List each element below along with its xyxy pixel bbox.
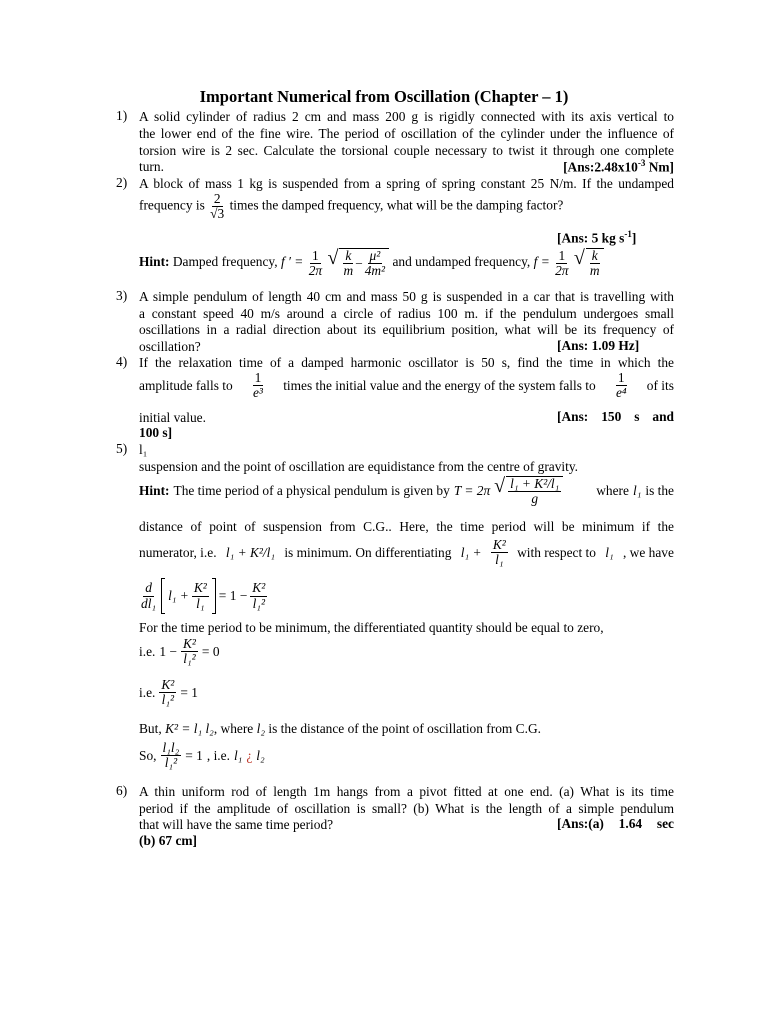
- time-period-root: √ $\frac{\text{l₁ + K²/l₁}}{g}$: [494, 476, 563, 506]
- q6-answer-line-2: (b) 67 cm]: [139, 833, 198, 848]
- question-number-6: 6): [116, 783, 128, 798]
- q1-line-2: the lower end of the fine wire. The period of oscillation of the cylinder under the influence of: [139, 126, 674, 141]
- question-number-3: 3): [116, 288, 128, 303]
- q5-eq-zero: i.e. 1 − $\frac{\text{K²}}{\text{l₁²}}$ = 0: [139, 636, 220, 667]
- q4-line-3: initial value.: [139, 410, 206, 425]
- q6-line-3: that will have the same time period?: [139, 817, 334, 832]
- q5-line-1: l₁: [139, 442, 148, 457]
- q2-hint: Hint: Damped frequency, f ′ = $\frac{1}{2\pi}$ √ $\frac{k}{m}$ − $\frac{\text{μ²}}{\text{4m²}}$ and undamped frequency, f = $\frac{1}{2\pi}$ √ $\frac{k}{m}$: [139, 248, 604, 278]
- q5-so-line: So, $\frac{\text{l₁l₂}}{\text{l₁²}}$ = 1 , i.e. l₁ ¿ l₂: [139, 740, 265, 771]
- q4-line-1: If the relaxation time of a damped harmonic oscillator is 50 s, find the time in which the: [139, 355, 674, 370]
- q3-line-1: A simple pendulum of length 40 cm and mass 50 g is suspended in a car that is travelling with: [139, 289, 674, 304]
- q2-line-1: A block of mass 1 kg is suspended from a spring of spring constant 25 N/m. If the undamped: [139, 176, 674, 191]
- amplitude-fraction: $\frac{1}{\text{e³}}$: [252, 370, 263, 401]
- q6-line-1: A thin uniform rod of length 1m hangs from a pivot fitted at one end. (a) What is its time: [139, 784, 674, 799]
- question-number-5: 5): [116, 441, 128, 456]
- q4-line-2: amplitude falls to $\frac{1}{\text{e³}}$ times the initial value and the energy of the system falls to $\frac{1}{\text{e⁴}}$ of its: [139, 370, 674, 401]
- q4-answer-line-1: [Ans: 150 s and: [557, 409, 674, 424]
- energy-fraction: $\frac{1}{\text{e⁴}}$: [615, 370, 627, 401]
- q3-line-4: oscillation?: [139, 339, 201, 354]
- q2-fraction: $\frac{2}{√3}$: [210, 191, 225, 222]
- undamped-frequency-root: √ $\frac{k}{m}$: [574, 248, 604, 278]
- q1-line-3: torsion wire is 2 sec. Calculate the torsional couple necessary to twist it through one complete: [139, 143, 674, 158]
- damped-frequency-root: √ $\frac{k}{m}$ − $\frac{\text{μ²}}{\text{4m²}}$: [327, 248, 389, 278]
- q2-answer: [Ans: 5 kg $s^{-1}$]: [557, 229, 637, 246]
- q6-answer-line-1: [Ans:(a) 1.64 sec: [557, 816, 674, 831]
- q3-line-3: oscillations in a radial direction about its equilibrium position, what will be its frequency of: [139, 322, 674, 337]
- q6-line-2: period if the amplitude of oscillation is small? (b) What is the length of a simple pendulum: [139, 801, 674, 816]
- page-title: Important Numerical from Oscillation (Chapter – 1): [199, 87, 569, 106]
- q1-answer: [$Ans:2.48x10^{-3}$ Nm]: [563, 158, 674, 175]
- q1-line-1: A solid cylinder of radius 2 cm and mass 200 g is rigidly connected with its axis vertical to: [139, 109, 674, 124]
- q5-line-5: numerator, i.e. l₁ + K²/l₁ is minimum. On differentiating l₁ + $\frac{\text{K²}}{\text{l₁}}$ with respect to l₁ , we have: [139, 537, 674, 568]
- q5-hint: Hint: The time period of a physical pendulum is given by T = 2π √ $\frac{\text{l₁ + K²/l₁}}{g}$ where l₁ is the: [139, 475, 674, 507]
- q4-answer-line-2: 100 s]: [139, 425, 173, 440]
- q5-line-2: suspension and the point of oscillation are equidistance from the centre of gravity.: [139, 459, 579, 474]
- k-over-l1-fraction: $\frac{\text{K²}}{\text{l₁}}$: [492, 537, 506, 568]
- q3-answer: [Ans: 1.09 Hz]: [557, 338, 640, 353]
- damped-frequency-fraction: $\frac{1}{2\pi}$: [308, 247, 323, 278]
- question-number-1: 1): [116, 108, 128, 123]
- question-number-4: 4): [116, 354, 128, 369]
- q5-eq-one: i.e. $\frac{\text{K²}}{\text{l₁²}}$ = 1: [139, 677, 198, 708]
- question-number-2: 2): [116, 175, 128, 190]
- undamped-frequency-fraction: $\frac{1}{2\pi}$: [555, 247, 569, 278]
- q5-but-line: But, K² = l₁ l₂, where l₂ is the distance of the point of oscillation from C.G.: [139, 721, 541, 736]
- q5-derivative: $\frac{d}{\text{dl₁}}$ l₁ + $\frac{\text{K²}}{\text{l₁}}$ = 1 − $\frac{\text{K²}}{\text{l₁²}}$: [139, 578, 267, 614]
- q1-line-4: turn.: [139, 159, 164, 174]
- q3-line-2: a constant speed 40 m/s around a circle of radius 100 m. if the pendulum undergoes small: [139, 306, 674, 321]
- q5-line-7: For the time period to be minimum, the differentiated quantity should be equal to zero,: [139, 620, 604, 635]
- q5-line-4: distance of point of suspension from C.G.. Here, the time period will be minimum if the: [139, 519, 674, 534]
- q2-line-2: frequency is $\frac{2}{√3}$ times the damped frequency, what will be the damping factor?: [139, 191, 564, 222]
